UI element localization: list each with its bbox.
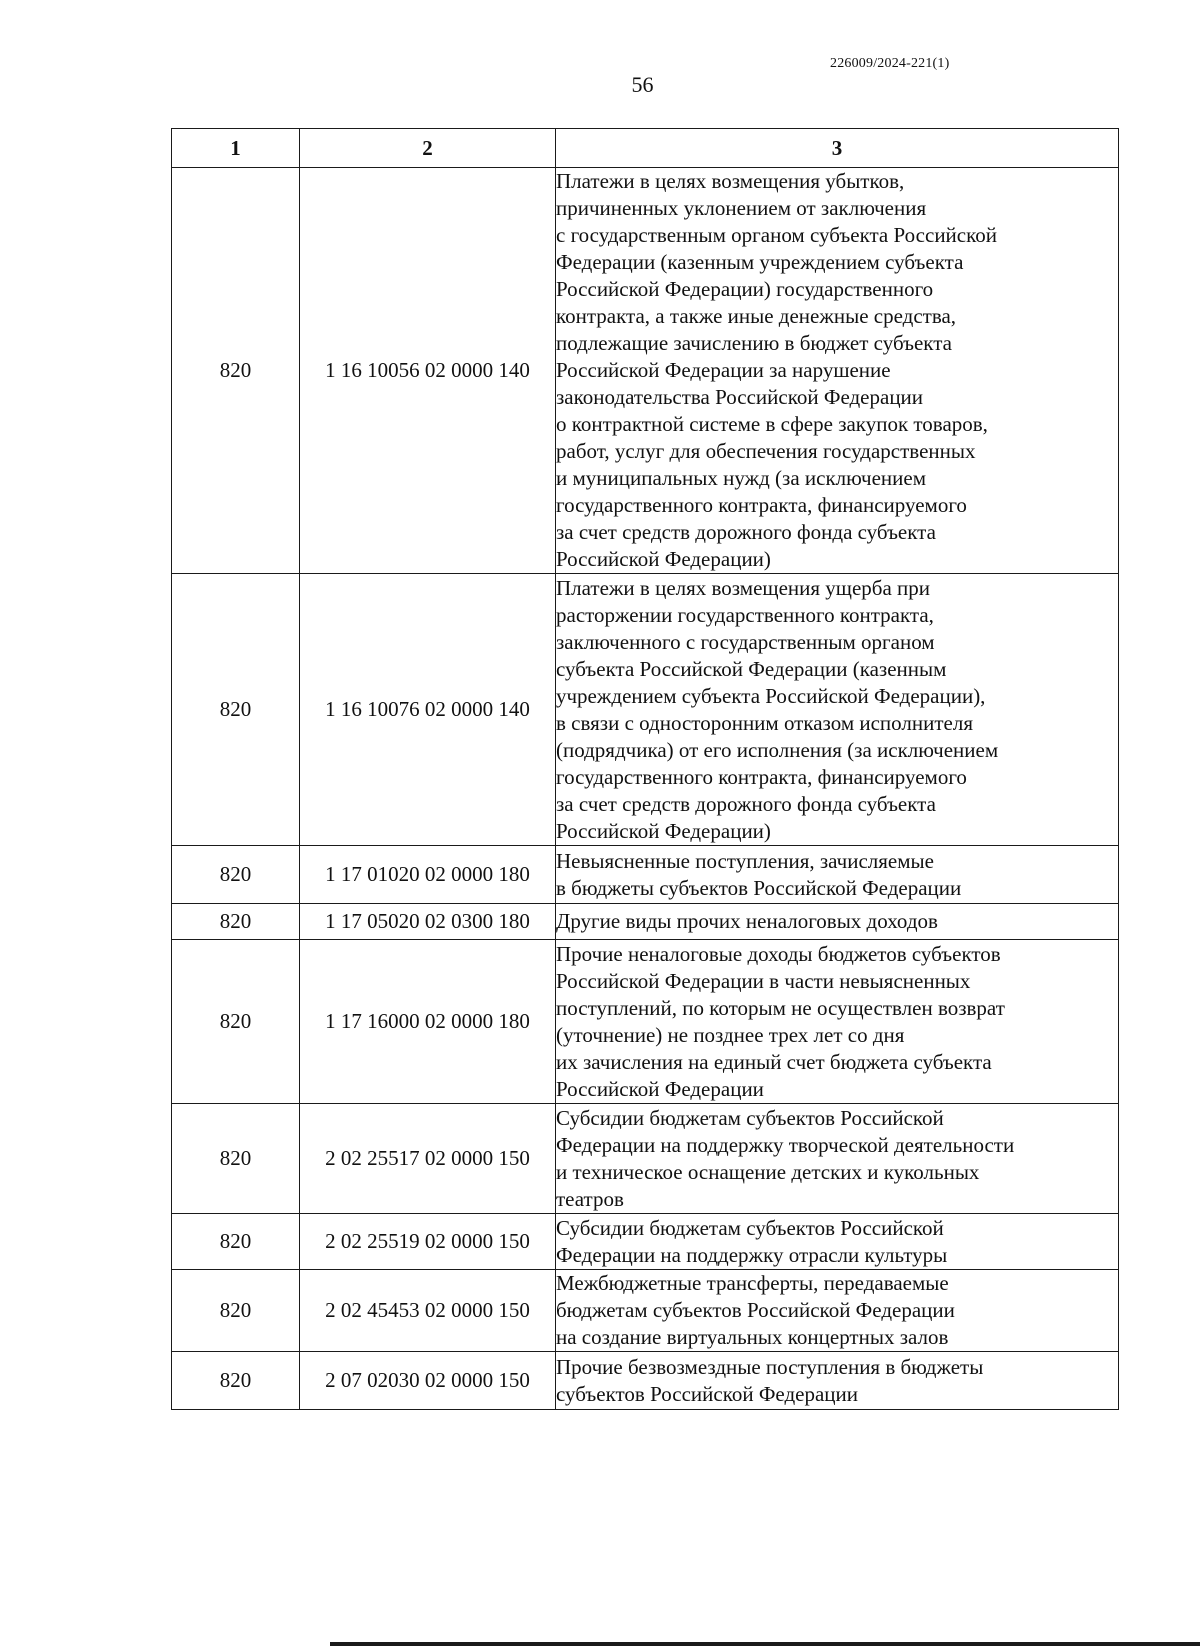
admin-code-cell: 820 [172, 168, 300, 574]
table-row [172, 1104, 1119, 1214]
table-row [172, 574, 1119, 846]
admin-code-cell: 820 [172, 574, 300, 846]
kbk-code-cell: 2 07 02030 02 0000 150 [300, 1352, 556, 1410]
kbk-code-cell: 2 02 25517 02 0000 150 [300, 1104, 556, 1214]
kbk-code-cell: 1 17 01020 02 0000 180 [300, 846, 556, 904]
description-cell: Межбюджетные трансферты, передаваемые бюджетам субъектов Российской Федерации на создание виртуальных концертных залов [556, 1270, 1119, 1352]
description-cell: Невыясненные поступления, зачисляемые в бюджеты субъектов Российской Федерации [556, 846, 1119, 904]
admin-code-cell: 820 [172, 940, 300, 1104]
admin-code-cell: 820 [172, 1214, 300, 1270]
document-number: 226009/2024-221(1) [830, 56, 950, 71]
description-cell: Прочие неналоговые доходы бюджетов субъектов Российской Федерации в части невыясненных поступлений, по которым не осуществлен возврат (уточнение) не позднее трех лет со дня их зачисления на единый счет бюджета субъекта Российской Федерации [556, 940, 1119, 1104]
table-row [172, 168, 1119, 574]
page-bottom-rule [330, 1642, 1200, 1646]
description-cell: Платежи в целях возмещения убытков, причиненных уклонением от заключения с государственным органом субъекта Российской Федерации (казенным учреждением субъекта Российской Федерации) государственного контракта, а также иные денежные средства, подлежащие зачислению в бюджет субъекта Российской Федерации за нарушение законодательства Российской Федерации о контрактной системе в сфере закупок товаров, работ, услуг для обеспечения государственных и муниципальных нужд (за исключением государственного контракта, финансируемого за счет средств дорожного фонда субъекта Российской Федерации) [556, 168, 1119, 574]
table-row [172, 1352, 1119, 1410]
table-header-row [172, 129, 1119, 168]
admin-code-cell: 820 [172, 904, 300, 940]
kbk-code-cell: 2 02 25519 02 0000 150 [300, 1214, 556, 1270]
admin-code-cell: 820 [172, 1104, 300, 1214]
description-cell: Прочие безвозмездные поступления в бюджеты субъектов Российской Федерации [556, 1352, 1119, 1410]
description-cell: Субсидии бюджетам субъектов Российской Федерации на поддержку отрасли культуры [556, 1214, 1119, 1270]
column-header-3: 3 [556, 129, 1119, 168]
kbk-code-cell: 1 16 10076 02 0000 140 [300, 574, 556, 846]
revenue-codes-table [171, 128, 1119, 1410]
column-header-1: 1 [172, 129, 300, 168]
description-cell: Другие виды прочих неналоговых доходов [556, 904, 1119, 940]
table-row [172, 846, 1119, 904]
admin-code-cell: 820 [172, 1270, 300, 1352]
table-row [172, 1214, 1119, 1270]
kbk-code-cell: 1 17 05020 02 0300 180 [300, 904, 556, 940]
admin-code-cell: 820 [172, 846, 300, 904]
column-header-2: 2 [300, 129, 556, 168]
description-cell: Субсидии бюджетам субъектов Российской Федерации на поддержку творческой деятельности и техническое оснащение детских и кукольных театров [556, 1104, 1119, 1214]
page-number: 56 [631, 72, 654, 97]
admin-code-cell: 820 [172, 1352, 300, 1410]
table-row [172, 1270, 1119, 1352]
table-row [172, 940, 1119, 1104]
table-row [172, 904, 1119, 940]
kbk-code-cell: 1 17 16000 02 0000 180 [300, 940, 556, 1104]
description-cell: Платежи в целях возмещения ущерба при расторжении государственного контракта, заключенного с государственным органом субъекта Российской Федерации (казенным учреждением субъекта Российской Федерации), в связи с односторонним отказом исполнителя (подрядчика) от его исполнения (за исключением государственного контракта, финансируемого за счет средств дорожного фонда субъекта Российской Федерации) [556, 574, 1119, 846]
kbk-code-cell: 1 16 10056 02 0000 140 [300, 168, 556, 574]
kbk-code-cell: 2 02 45453 02 0000 150 [300, 1270, 556, 1352]
